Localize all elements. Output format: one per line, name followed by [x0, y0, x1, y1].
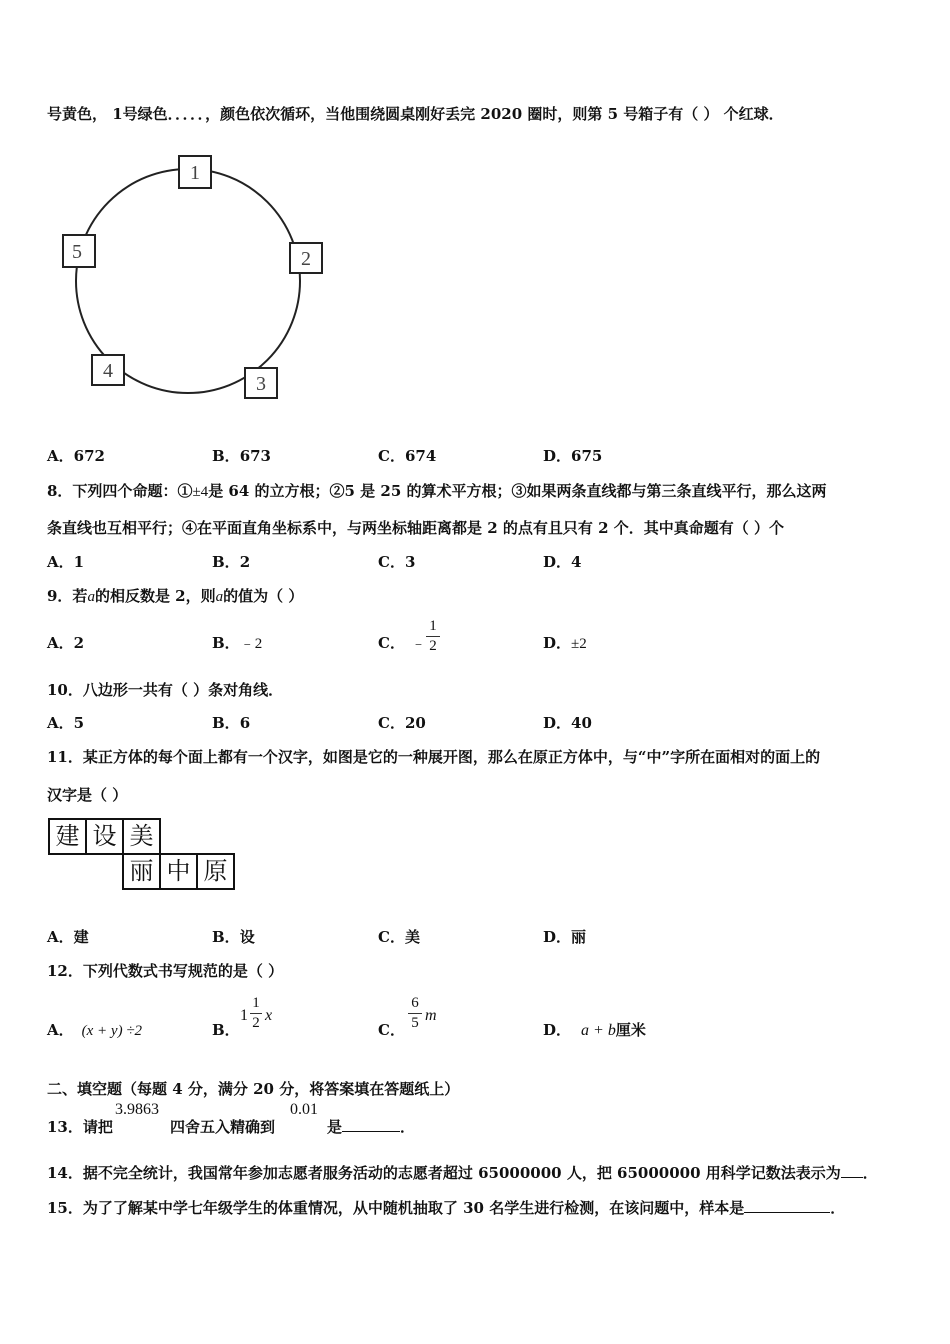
q15-stem: 15．为了了解某中学七年级学生的体重情况，从中随机抽取了 30 名学生进行检测，在该问题中，样本是 ． [47, 1199, 846, 1217]
q12-option-c: C． [378, 1021, 405, 1039]
q9-option-c-fraction: 1 2 [426, 618, 440, 655]
box-4 [92, 355, 124, 385]
q10-option-b: B．6 [212, 714, 251, 732]
q12-option-b-whole: 1 [240, 1007, 248, 1024]
q13-suffix: 是 ． [327, 1118, 416, 1136]
q11-option-a: A．建 [47, 928, 89, 946]
box-1-label: 1 [190, 162, 200, 184]
q11-option-b: B．设 [212, 928, 255, 946]
q14-stem: 14．据不完全统计，我国常年参加志愿者服务活动的志愿者超过 65000000 人，把 65000000 用科学记数法表示为 ． [47, 1164, 878, 1182]
q12-option-c-var: m [425, 1007, 437, 1024]
net-cell-bottom-3: 原 [196, 853, 235, 890]
box-4-label: 4 [103, 360, 113, 382]
q13-answer-blank[interactable] [342, 1131, 400, 1132]
q12-option-a: A． (x + y) ÷2 [47, 1021, 143, 1039]
box-5 [63, 235, 95, 267]
box-2 [290, 243, 322, 273]
net-cell-bottom-2: 中 [159, 853, 198, 890]
q9-option-d: D．±2 [543, 634, 587, 652]
q11-stem-line2: 汉字是（ ） [47, 786, 128, 804]
q7-stem: 号黄色， 1号绿色．．．．．，颜色依次循环，当他围绕圆桌刚好丢完 2020 圈时，则第 5 号箱子有（ ） 个红球． [47, 105, 784, 123]
q9-stem: 9．若a的相反数是 2，则a的值为（ ） [47, 587, 304, 605]
q14-answer-blank[interactable] [841, 1177, 863, 1178]
q13-prefix: 13．请把 [47, 1118, 113, 1136]
q13-number: 3.9863 [115, 1101, 159, 1118]
net-cell-top-1: 建 [48, 818, 87, 855]
net-cell-top-2: 设 [85, 818, 124, 855]
box-3 [245, 368, 277, 398]
q8-option-c: C．3 [378, 553, 416, 571]
q7-option-d: D．675 [543, 447, 603, 465]
q11-option-c: C．美 [378, 928, 420, 946]
q9-option-a: A．2 [47, 634, 85, 652]
q12-option-b: B． [212, 1021, 240, 1039]
q8-stem-line1: 8．下列四个命题：①±4是 64 的立方根；②5 是 25 的算术平方根；③如果两条直线都与第三条直线平行，那么这两 [47, 482, 827, 500]
circle-boxes-diagram [55, 150, 335, 410]
q8-option-a: A．1 [47, 553, 85, 571]
net-cell-bottom-1: 丽 [122, 853, 161, 890]
box-5-label: 5 [72, 241, 82, 263]
box-3-label: 3 [256, 373, 266, 395]
cube-net-diagram [48, 818, 238, 893]
q8-option-b: B．2 [212, 553, 251, 571]
box-2-label: 2 [301, 248, 311, 270]
q10-option-c: C．20 [378, 714, 426, 732]
q12-option-b-var: x [265, 1007, 273, 1024]
q10-option-a: A．5 [47, 714, 85, 732]
q12-option-d: D． a + b厘米 [543, 1021, 646, 1039]
q7-option-c: C．674 [378, 447, 437, 465]
q11-option-d: D．丽 [543, 928, 587, 946]
q9-option-c: C． ﹣ [378, 634, 426, 652]
q12-option-c-fraction: 6 5 [408, 995, 422, 1032]
q13-middle: 四舍五入精确到 [170, 1118, 276, 1136]
section-2-title: 二、填空题（每题 4 分，满分 20 分，将答案填在答题纸上） [47, 1080, 460, 1098]
net-cell-top-3: 美 [122, 818, 161, 855]
q7-option-b: B．673 [212, 447, 271, 465]
q10-option-d: D．40 [543, 714, 592, 732]
q8-option-d: D．4 [543, 553, 582, 571]
q15-answer-blank[interactable] [744, 1212, 830, 1213]
q12-stem: 12．下列代数式书写规范的是（ ） [47, 962, 284, 980]
box-1 [179, 156, 211, 188]
q12-option-b-fraction: 1 2 [250, 995, 262, 1032]
q8-stem-line2: 条直线也互相平行；④在平面直角坐标系中，与两坐标轴距离都是 2 的点有且只有 2 个．其中真命题有（ ）个 [47, 519, 784, 537]
q13-precision: 0.01 [290, 1101, 318, 1118]
q9-option-b: B．﹣2 [212, 634, 263, 652]
q7-option-a: A．672 [47, 447, 105, 465]
q10-stem: 10．八边形一共有（ ）条对角线． [47, 681, 284, 699]
q11-stem-line1: 11．某正方体的每个面上都有一个汉字，如图是它的一种展开图，那么在原正方体中，与“中”字所在面相对的面上的 [47, 748, 821, 766]
